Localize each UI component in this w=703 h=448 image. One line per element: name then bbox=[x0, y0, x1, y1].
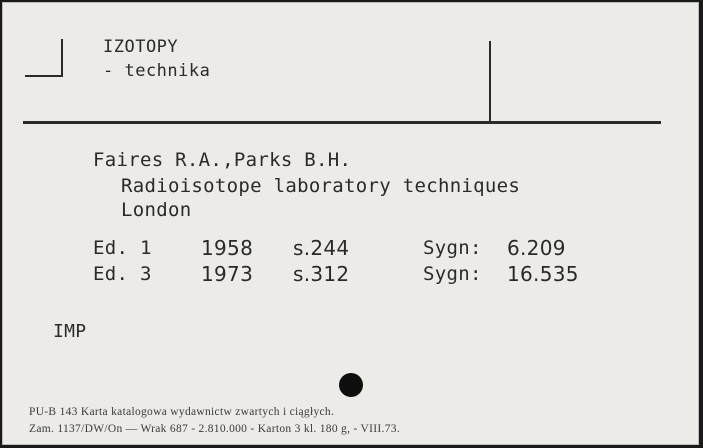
entry-title: Radioisotope laboratory techniques bbox=[121, 175, 521, 197]
entry-place: London bbox=[121, 199, 192, 221]
entry-authors: Faires R.A.,Parks B.H. bbox=[93, 149, 352, 171]
footer-order-line: Zam. 1137/DW/On — Wrak 687 - 2.810.000 - Karton 3 kl. 180 g, - VIII.73. bbox=[29, 423, 400, 435]
corner-mark-vertical bbox=[61, 39, 63, 76]
corner-mark-horizontal bbox=[25, 75, 63, 77]
subject-heading: IZOTOPY bbox=[103, 37, 179, 57]
edition-sygn: 16.535 bbox=[507, 262, 579, 286]
header-rule bbox=[23, 121, 661, 124]
footer-form-line: PU-B 143 Karta katalogowa wydawnictw zwartych i ciągłych. bbox=[29, 406, 335, 418]
subject-subheading: - technika bbox=[103, 61, 211, 81]
edition-sygn-label: Sygn: bbox=[423, 263, 482, 285]
edition-year: 1958 bbox=[201, 236, 254, 260]
edition-year: 1973 bbox=[201, 262, 254, 286]
punch-hole bbox=[339, 373, 363, 397]
edition-number: Ed. 1 bbox=[93, 237, 152, 259]
edition-pages: s.312 bbox=[293, 262, 350, 286]
imp-mark: IMP bbox=[53, 321, 87, 342]
edition-sygn-label: Sygn: bbox=[423, 237, 482, 259]
edition-number: Ed. 3 bbox=[93, 263, 152, 285]
edition-pages: s.244 bbox=[293, 236, 350, 260]
header-divider bbox=[489, 41, 491, 121]
catalog-card bbox=[2, 2, 699, 445]
edition-sygn: 6.209 bbox=[507, 236, 566, 260]
